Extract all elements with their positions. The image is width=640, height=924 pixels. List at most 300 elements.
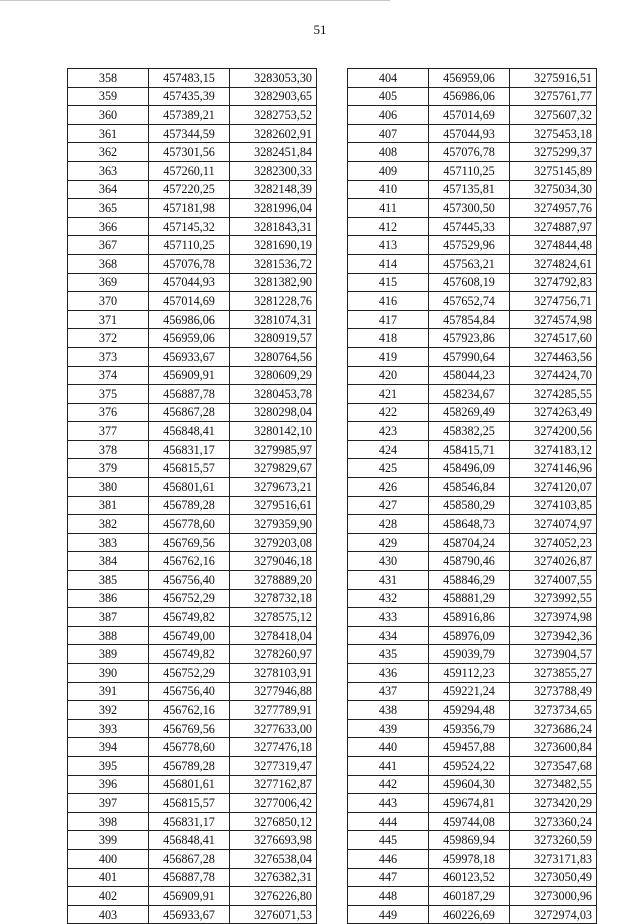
x-coordinate-cell: 456933,67: [149, 905, 230, 924]
x-coordinate-cell: 456762,16: [149, 552, 230, 571]
point-number-cell: 374: [68, 366, 149, 385]
y-coordinate-cell: 3274285,55: [510, 385, 597, 404]
x-coordinate-cell: 456789,28: [149, 496, 230, 515]
point-number-cell: 444: [348, 812, 429, 831]
point-number-cell: 440: [348, 738, 429, 757]
table-row: [348, 273, 597, 292]
table-row: [348, 868, 597, 887]
y-coordinate-cell: 3276226,80: [230, 887, 317, 906]
y-coordinate-cell: 3274120,07: [510, 478, 597, 497]
table-row: [68, 385, 317, 404]
x-coordinate-cell: 457608,19: [429, 273, 510, 292]
table-row: [348, 403, 597, 422]
top-rule: [0, 0, 390, 1]
x-coordinate-cell: 459221,24: [429, 682, 510, 701]
x-coordinate-cell: 457110,25: [429, 161, 510, 180]
y-coordinate-cell: 3279046,18: [230, 552, 317, 571]
coordinates-table-left-body: [68, 69, 317, 924]
x-coordinate-cell: 456909,91: [149, 887, 230, 906]
x-coordinate-cell: 456815,57: [149, 794, 230, 813]
x-coordinate-cell: 458916,86: [429, 608, 510, 627]
table-row: [68, 664, 317, 683]
table-row: [348, 571, 597, 590]
table-row: [68, 608, 317, 627]
y-coordinate-cell: 3278260,97: [230, 645, 317, 664]
table-row: [348, 701, 597, 720]
point-number-cell: 408: [348, 143, 429, 162]
x-coordinate-cell: 456831,17: [149, 440, 230, 459]
x-coordinate-cell: 456887,78: [149, 385, 230, 404]
table-row: [68, 831, 317, 850]
x-coordinate-cell: 458269,49: [429, 403, 510, 422]
table-row: [348, 626, 597, 645]
x-coordinate-cell: 458496,09: [429, 459, 510, 478]
y-coordinate-cell: 3279516,61: [230, 496, 317, 515]
x-coordinate-cell: 456848,41: [149, 831, 230, 850]
x-coordinate-cell: 457854,84: [429, 310, 510, 329]
point-number-cell: 385: [68, 571, 149, 590]
x-coordinate-cell: 458881,29: [429, 589, 510, 608]
x-coordinate-cell: 456986,06: [429, 87, 510, 106]
x-coordinate-cell: 458044,23: [429, 366, 510, 385]
x-coordinate-cell: 458704,24: [429, 533, 510, 552]
point-number-cell: 397: [68, 794, 149, 813]
point-number-cell: 366: [68, 217, 149, 236]
point-number-cell: 364: [68, 180, 149, 199]
point-number-cell: 372: [68, 329, 149, 348]
point-number-cell: 443: [348, 794, 429, 813]
point-number-cell: 413: [348, 236, 429, 255]
coordinates-table-right-body: [348, 69, 597, 924]
x-coordinate-cell: 456762,16: [149, 701, 230, 720]
table-row: [68, 273, 317, 292]
x-coordinate-cell: 457044,93: [149, 273, 230, 292]
table-row: [68, 217, 317, 236]
table-row: [348, 440, 597, 459]
point-number-cell: 387: [68, 608, 149, 627]
table-row: [348, 719, 597, 738]
point-number-cell: 371: [68, 310, 149, 329]
table-row: [68, 236, 317, 255]
y-coordinate-cell: 3274263,49: [510, 403, 597, 422]
y-coordinate-cell: 3277946,88: [230, 682, 317, 701]
y-coordinate-cell: 3273686,24: [510, 719, 597, 738]
table-row: [68, 69, 317, 88]
table-row: [348, 812, 597, 831]
x-coordinate-cell: 456909,91: [149, 366, 230, 385]
point-number-cell: 392: [68, 701, 149, 720]
x-coordinate-cell: 457344,59: [149, 124, 230, 143]
table-row: [348, 87, 597, 106]
x-coordinate-cell: 457014,69: [429, 106, 510, 125]
point-number-cell: 449: [348, 905, 429, 924]
y-coordinate-cell: 3281074,31: [230, 310, 317, 329]
x-coordinate-cell: 457435,39: [149, 87, 230, 106]
y-coordinate-cell: 3279203,08: [230, 533, 317, 552]
y-coordinate-cell: 3280298,04: [230, 403, 317, 422]
x-coordinate-cell: 458846,29: [429, 571, 510, 590]
x-coordinate-cell: 457445,33: [429, 217, 510, 236]
point-number-cell: 442: [348, 775, 429, 794]
y-coordinate-cell: 3274463,56: [510, 347, 597, 366]
table-row: [68, 161, 317, 180]
table-row: [68, 496, 317, 515]
point-number-cell: 391: [68, 682, 149, 701]
table-row: [348, 756, 597, 775]
table-row: [68, 849, 317, 868]
y-coordinate-cell: 3275607,32: [510, 106, 597, 125]
y-coordinate-cell: 3273974,98: [510, 608, 597, 627]
point-number-cell: 390: [68, 664, 149, 683]
x-coordinate-cell: 458580,29: [429, 496, 510, 515]
y-coordinate-cell: 3282451,84: [230, 143, 317, 162]
y-coordinate-cell: 3280453,78: [230, 385, 317, 404]
point-number-cell: 417: [348, 310, 429, 329]
y-coordinate-cell: 3273482,55: [510, 775, 597, 794]
table-row: [348, 366, 597, 385]
y-coordinate-cell: 3277319,47: [230, 756, 317, 775]
y-coordinate-cell: 3275034,30: [510, 180, 597, 199]
x-coordinate-cell: 459674,81: [429, 794, 510, 813]
y-coordinate-cell: 3273260,59: [510, 831, 597, 850]
table-row: [68, 756, 317, 775]
table-row: [68, 533, 317, 552]
y-coordinate-cell: 3281382,90: [230, 273, 317, 292]
coordinates-table-left: [67, 68, 317, 924]
y-coordinate-cell: 3279359,90: [230, 515, 317, 534]
x-coordinate-cell: 456749,00: [149, 626, 230, 645]
x-coordinate-cell: 457483,15: [149, 69, 230, 88]
x-coordinate-cell: 458648,73: [429, 515, 510, 534]
point-number-cell: 368: [68, 254, 149, 273]
table-row: [348, 478, 597, 497]
table-row: [348, 106, 597, 125]
x-coordinate-cell: 456756,40: [149, 571, 230, 590]
point-number-cell: 421: [348, 385, 429, 404]
table-row: [348, 124, 597, 143]
table-row: [68, 701, 317, 720]
point-number-cell: 427: [348, 496, 429, 515]
point-number-cell: 430: [348, 552, 429, 571]
x-coordinate-cell: 458415,71: [429, 440, 510, 459]
table-row: [348, 664, 597, 683]
point-number-cell: 358: [68, 69, 149, 88]
y-coordinate-cell: 3273547,68: [510, 756, 597, 775]
table-row: [68, 180, 317, 199]
point-number-cell: 399: [68, 831, 149, 850]
table-row: [68, 626, 317, 645]
y-coordinate-cell: 3274844,48: [510, 236, 597, 255]
table-row: [348, 608, 597, 627]
table-row: [348, 496, 597, 515]
x-coordinate-cell: 457300,50: [429, 199, 510, 218]
table-row: [68, 199, 317, 218]
point-number-cell: 420: [348, 366, 429, 385]
y-coordinate-cell: 3280919,57: [230, 329, 317, 348]
x-coordinate-cell: 458790,46: [429, 552, 510, 571]
table-row: [348, 329, 597, 348]
x-coordinate-cell: 456867,28: [149, 403, 230, 422]
y-coordinate-cell: 3273050,49: [510, 868, 597, 887]
table-row: [68, 292, 317, 311]
table-row: [68, 347, 317, 366]
point-number-cell: 369: [68, 273, 149, 292]
table-row: [348, 589, 597, 608]
table-row: [348, 254, 597, 273]
y-coordinate-cell: 3274824,61: [510, 254, 597, 273]
x-coordinate-cell: 459356,79: [429, 719, 510, 738]
y-coordinate-cell: 3273904,57: [510, 645, 597, 664]
table-row: [68, 719, 317, 738]
x-coordinate-cell: 456986,06: [149, 310, 230, 329]
y-coordinate-cell: 3283053,30: [230, 69, 317, 88]
x-coordinate-cell: 456752,29: [149, 664, 230, 683]
table-row: [348, 310, 597, 329]
point-number-cell: 363: [68, 161, 149, 180]
table-row: [348, 682, 597, 701]
table-row: [348, 794, 597, 813]
table-row: [68, 124, 317, 143]
x-coordinate-cell: 458546,84: [429, 478, 510, 497]
x-coordinate-cell: 456749,82: [149, 608, 230, 627]
table-row: [348, 69, 597, 88]
point-number-cell: 433: [348, 608, 429, 627]
point-number-cell: 422: [348, 403, 429, 422]
x-coordinate-cell: 456801,61: [149, 478, 230, 497]
point-number-cell: 404: [348, 69, 429, 88]
y-coordinate-cell: 3274183,12: [510, 440, 597, 459]
x-coordinate-cell: 456778,60: [149, 515, 230, 534]
point-number-cell: 382: [68, 515, 149, 534]
table-row: [68, 682, 317, 701]
y-coordinate-cell: 3274146,96: [510, 459, 597, 478]
table-row: [68, 775, 317, 794]
x-coordinate-cell: 456867,28: [149, 849, 230, 868]
x-coordinate-cell: 457076,78: [429, 143, 510, 162]
x-coordinate-cell: 456831,17: [149, 812, 230, 831]
y-coordinate-cell: 3281996,04: [230, 199, 317, 218]
point-number-cell: 359: [68, 87, 149, 106]
point-number-cell: 386: [68, 589, 149, 608]
table-row: [348, 143, 597, 162]
x-coordinate-cell: 459112,23: [429, 664, 510, 683]
table-row: [68, 887, 317, 906]
point-number-cell: 409: [348, 161, 429, 180]
y-coordinate-cell: 3281228,76: [230, 292, 317, 311]
point-number-cell: 411: [348, 199, 429, 218]
y-coordinate-cell: 3274007,55: [510, 571, 597, 590]
table-row: [348, 385, 597, 404]
table-row: [348, 905, 597, 924]
table-row: [68, 868, 317, 887]
table-row: [68, 422, 317, 441]
x-coordinate-cell: 459604,30: [429, 775, 510, 794]
y-coordinate-cell: 3279829,67: [230, 459, 317, 478]
x-coordinate-cell: 457260,11: [149, 161, 230, 180]
point-number-cell: 375: [68, 385, 149, 404]
x-coordinate-cell: 460187,29: [429, 887, 510, 906]
y-coordinate-cell: 3272974,03: [510, 905, 597, 924]
x-coordinate-cell: 456769,56: [149, 533, 230, 552]
x-coordinate-cell: 458234,67: [429, 385, 510, 404]
y-coordinate-cell: 3281843,31: [230, 217, 317, 236]
table-row: [348, 292, 597, 311]
table-row: [348, 459, 597, 478]
point-number-cell: 403: [68, 905, 149, 924]
y-coordinate-cell: 3273171,83: [510, 849, 597, 868]
table-row: [348, 217, 597, 236]
y-coordinate-cell: 3276693,98: [230, 831, 317, 850]
point-number-cell: 395: [68, 756, 149, 775]
table-row: [68, 440, 317, 459]
table-row: [68, 738, 317, 757]
point-number-cell: 416: [348, 292, 429, 311]
table-row: [68, 329, 317, 348]
point-number-cell: 410: [348, 180, 429, 199]
x-coordinate-cell: 458382,25: [429, 422, 510, 441]
x-coordinate-cell: 459294,48: [429, 701, 510, 720]
point-number-cell: 419: [348, 347, 429, 366]
table-row: [348, 738, 597, 757]
point-number-cell: 412: [348, 217, 429, 236]
point-number-cell: 373: [68, 347, 149, 366]
x-coordinate-cell: 456848,41: [149, 422, 230, 441]
point-number-cell: 370: [68, 292, 149, 311]
x-coordinate-cell: 457652,74: [429, 292, 510, 311]
table-row: [68, 143, 317, 162]
x-coordinate-cell: 457135,81: [429, 180, 510, 199]
x-coordinate-cell: 457044,93: [429, 124, 510, 143]
table-row: [348, 533, 597, 552]
x-coordinate-cell: 457990,64: [429, 347, 510, 366]
x-coordinate-cell: 460123,52: [429, 868, 510, 887]
y-coordinate-cell: 3281690,19: [230, 236, 317, 255]
x-coordinate-cell: 457220,25: [149, 180, 230, 199]
x-coordinate-cell: 457014,69: [149, 292, 230, 311]
y-coordinate-cell: 3274424,70: [510, 366, 597, 385]
point-number-cell: 418: [348, 329, 429, 348]
point-number-cell: 380: [68, 478, 149, 497]
y-coordinate-cell: 3274756,71: [510, 292, 597, 311]
x-coordinate-cell: 459869,94: [429, 831, 510, 850]
table-row: [68, 645, 317, 664]
x-coordinate-cell: 457145,32: [149, 217, 230, 236]
x-coordinate-cell: 460226,69: [429, 905, 510, 924]
y-coordinate-cell: 3274887,97: [510, 217, 597, 236]
point-number-cell: 437: [348, 682, 429, 701]
table-row: [68, 589, 317, 608]
y-coordinate-cell: 3275145,89: [510, 161, 597, 180]
y-coordinate-cell: 3277476,18: [230, 738, 317, 757]
point-number-cell: 360: [68, 106, 149, 125]
y-coordinate-cell: 3276850,12: [230, 812, 317, 831]
table-row: [348, 552, 597, 571]
point-number-cell: 396: [68, 775, 149, 794]
table-row: [348, 199, 597, 218]
x-coordinate-cell: 457389,21: [149, 106, 230, 125]
x-coordinate-cell: 456756,40: [149, 682, 230, 701]
y-coordinate-cell: 3279985,97: [230, 440, 317, 459]
x-coordinate-cell: 456801,61: [149, 775, 230, 794]
y-coordinate-cell: 3274574,98: [510, 310, 597, 329]
point-number-cell: 394: [68, 738, 149, 757]
point-number-cell: 445: [348, 831, 429, 850]
point-number-cell: 362: [68, 143, 149, 162]
x-coordinate-cell: 456959,06: [429, 69, 510, 88]
x-coordinate-cell: 456749,82: [149, 645, 230, 664]
point-number-cell: 436: [348, 664, 429, 683]
y-coordinate-cell: 3278732,18: [230, 589, 317, 608]
point-number-cell: 432: [348, 589, 429, 608]
point-number-cell: 429: [348, 533, 429, 552]
y-coordinate-cell: 3282602,91: [230, 124, 317, 143]
x-coordinate-cell: 457301,56: [149, 143, 230, 162]
table-row: [68, 812, 317, 831]
y-coordinate-cell: 3273942,36: [510, 626, 597, 645]
point-number-cell: 384: [68, 552, 149, 571]
x-coordinate-cell: 456769,56: [149, 719, 230, 738]
table-row: [348, 161, 597, 180]
x-coordinate-cell: 459978,18: [429, 849, 510, 868]
x-coordinate-cell: 456887,78: [149, 868, 230, 887]
point-number-cell: 361: [68, 124, 149, 143]
point-number-cell: 448: [348, 887, 429, 906]
table-row: [348, 515, 597, 534]
y-coordinate-cell: 3278103,91: [230, 664, 317, 683]
table-row: [68, 254, 317, 273]
table-row: [348, 422, 597, 441]
point-number-cell: 434: [348, 626, 429, 645]
x-coordinate-cell: 457923,86: [429, 329, 510, 348]
point-number-cell: 415: [348, 273, 429, 292]
y-coordinate-cell: 3273000,96: [510, 887, 597, 906]
table-row: [348, 831, 597, 850]
point-number-cell: 446: [348, 849, 429, 868]
y-coordinate-cell: 3276382,31: [230, 868, 317, 887]
y-coordinate-cell: 3280764,56: [230, 347, 317, 366]
y-coordinate-cell: 3275453,18: [510, 124, 597, 143]
table-row: [68, 794, 317, 813]
point-number-cell: 378: [68, 440, 149, 459]
x-coordinate-cell: 457563,21: [429, 254, 510, 273]
y-coordinate-cell: 3280609,29: [230, 366, 317, 385]
y-coordinate-cell: 3274517,60: [510, 329, 597, 348]
y-coordinate-cell: 3274957,76: [510, 199, 597, 218]
y-coordinate-cell: 3278418,04: [230, 626, 317, 645]
table-row: [348, 645, 597, 664]
x-coordinate-cell: 457110,25: [149, 236, 230, 255]
x-coordinate-cell: 457076,78: [149, 254, 230, 273]
table-row: [348, 347, 597, 366]
y-coordinate-cell: 3273420,29: [510, 794, 597, 813]
point-number-cell: 414: [348, 254, 429, 273]
table-row: [68, 905, 317, 924]
y-coordinate-cell: 3274074,97: [510, 515, 597, 534]
x-coordinate-cell: 459744,08: [429, 812, 510, 831]
point-number-cell: 367: [68, 236, 149, 255]
y-coordinate-cell: 3274026,87: [510, 552, 597, 571]
y-coordinate-cell: 3280142,10: [230, 422, 317, 441]
table-row: [348, 236, 597, 255]
x-coordinate-cell: 459039,79: [429, 645, 510, 664]
coordinates-table-right: [347, 68, 597, 924]
point-number-cell: 379: [68, 459, 149, 478]
table-row: [68, 403, 317, 422]
y-coordinate-cell: 3278889,20: [230, 571, 317, 590]
y-coordinate-cell: 3273992,55: [510, 589, 597, 608]
y-coordinate-cell: 3273360,24: [510, 812, 597, 831]
x-coordinate-cell: 456933,67: [149, 347, 230, 366]
